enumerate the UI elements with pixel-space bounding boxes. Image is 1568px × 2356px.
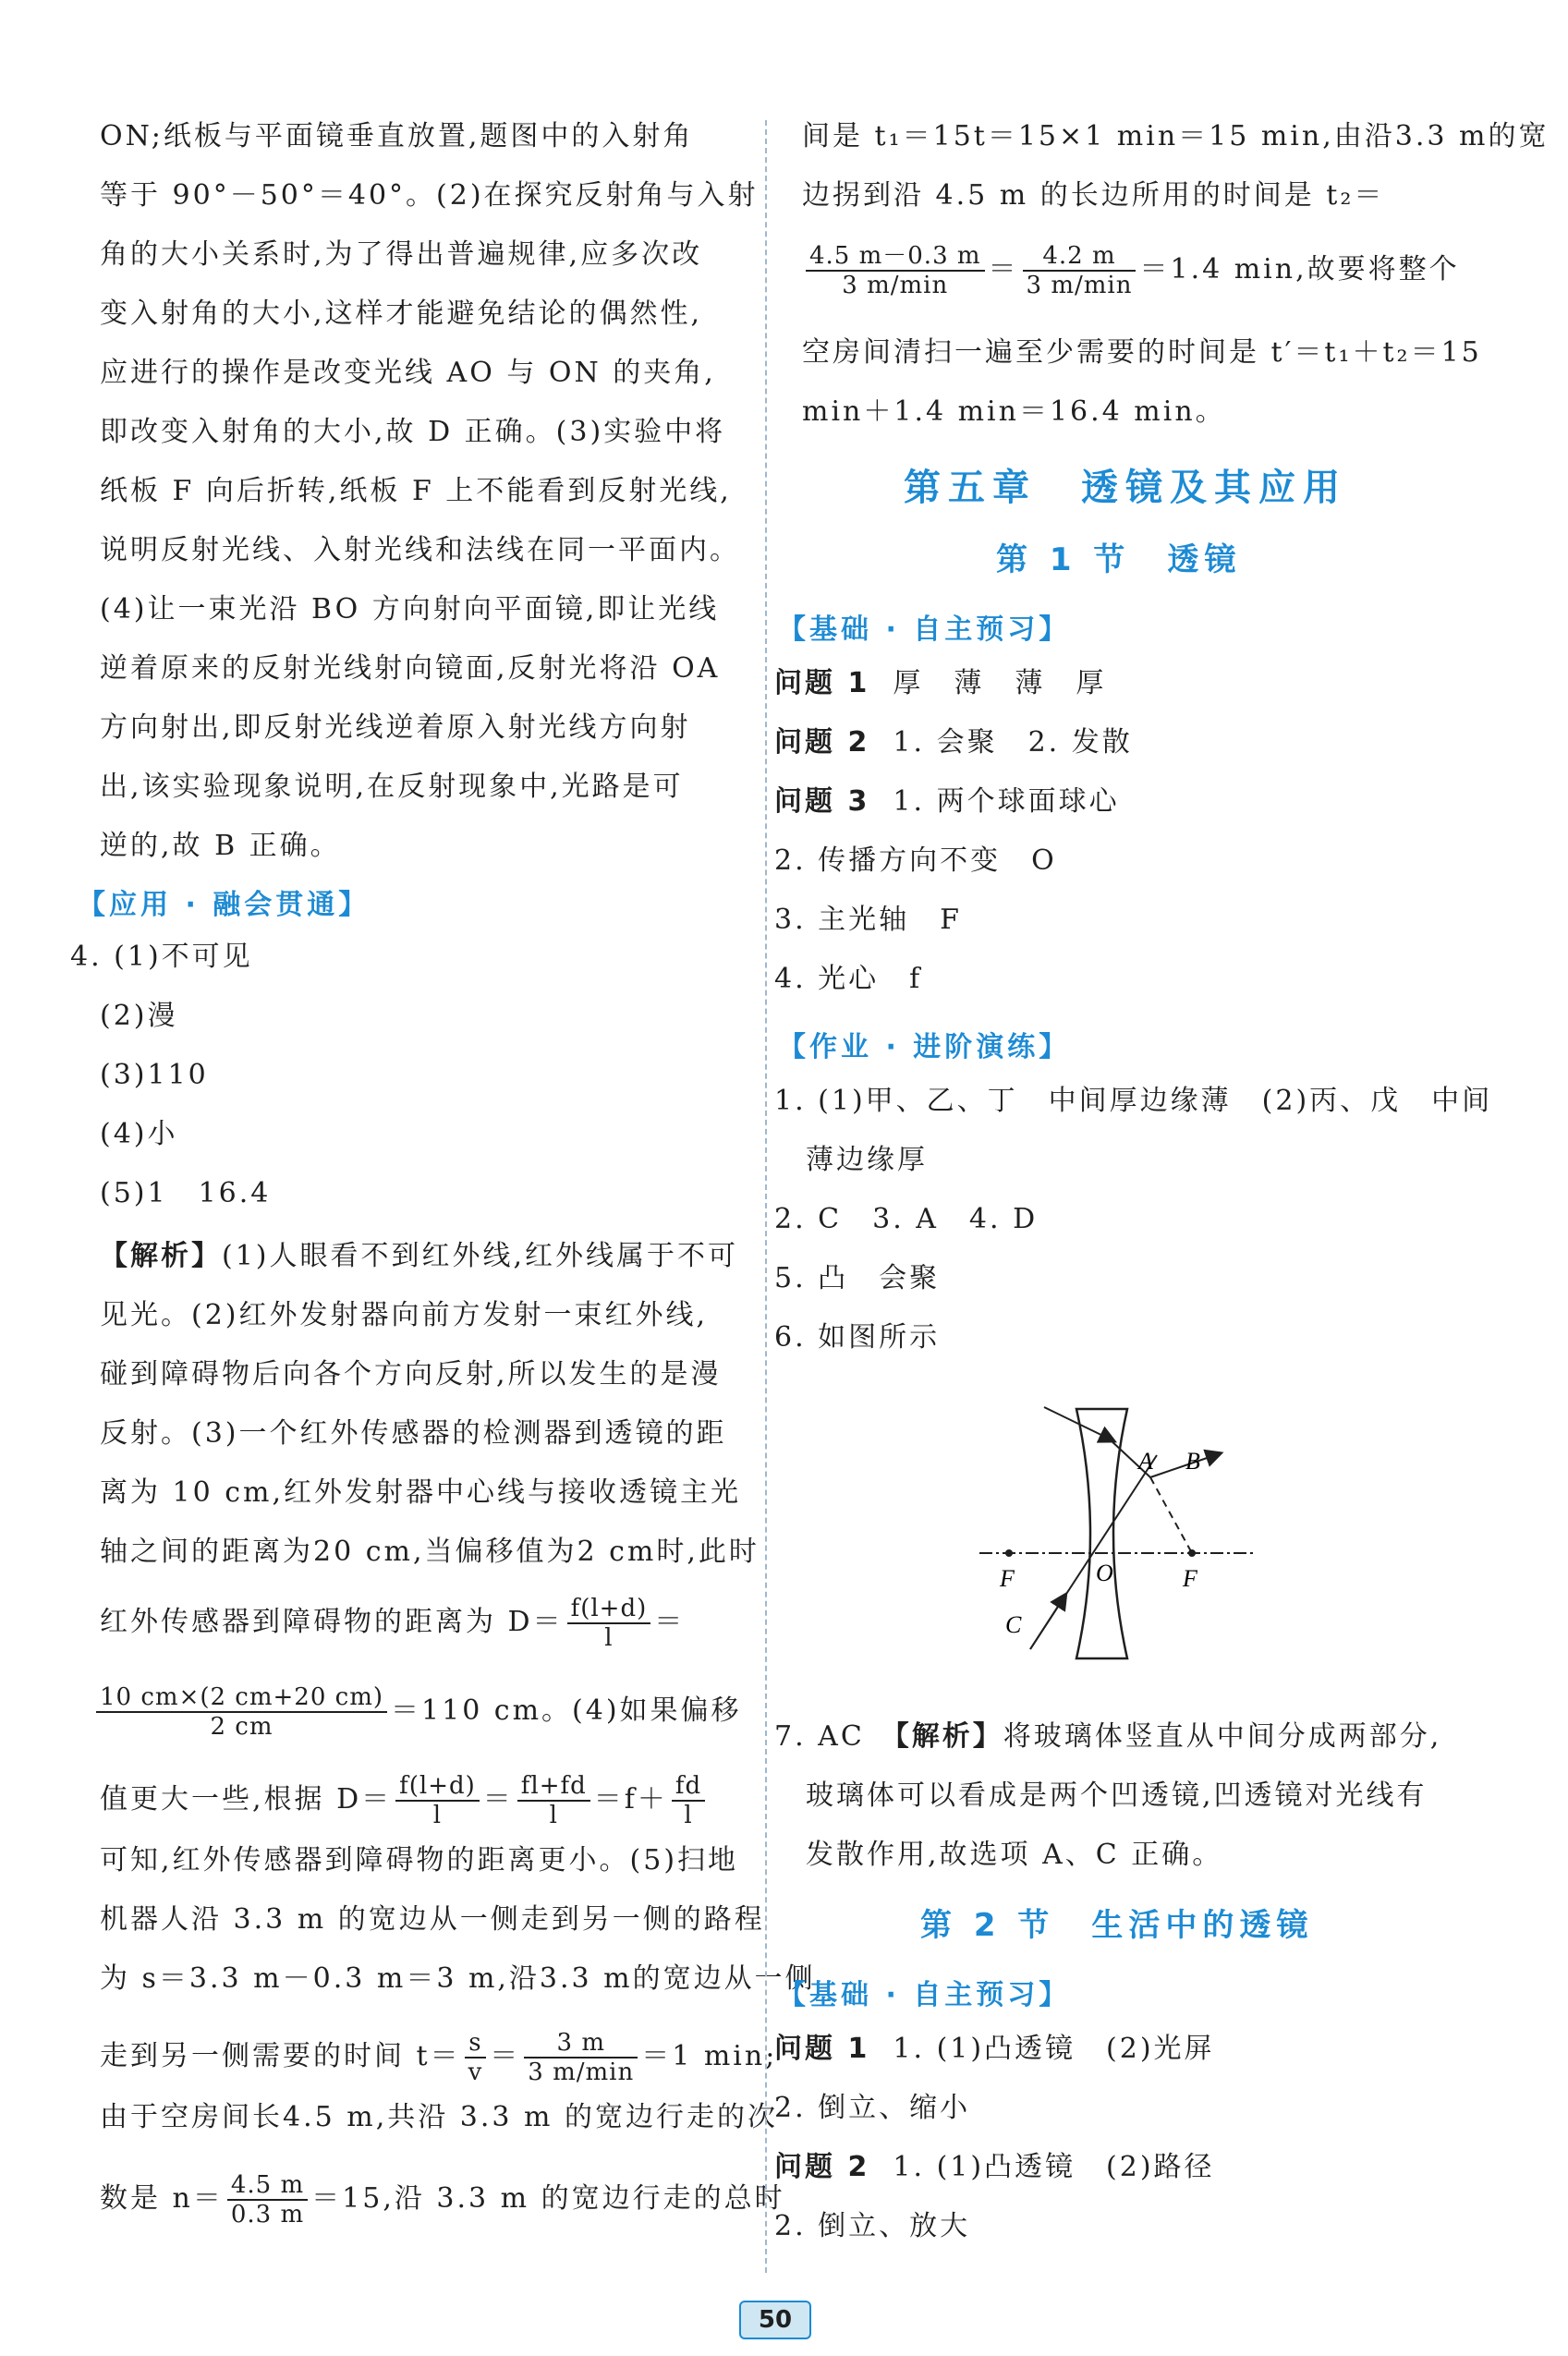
analysis-line-2: 见光。(2)红外发射器向前方发射一束红外线, (100, 1299, 709, 1331)
fraction-denominator: 3 m/min (1026, 272, 1133, 299)
a7-post: ＝ (654, 1606, 686, 1638)
s2-problem-1-text: 1. (1)凸透镜 (2)光屏 (893, 2033, 1215, 2065)
analysis-line-4: 反射。(3)一个红外传感器的检测器到透镜的距 (100, 1417, 727, 1450)
fraction (672, 1772, 705, 1829)
q4-answer-1-text: 4. (1)不可见 (70, 941, 253, 973)
analysis-line-15 (100, 2171, 785, 2228)
fraction (465, 2029, 487, 2086)
a13-post: ＝1 min; (641, 2040, 778, 2072)
homework-heading: 【作业 · 进阶演练】 (778, 1031, 1071, 1063)
fraction (395, 1772, 480, 1829)
a9-eq1: ＝ (482, 1783, 514, 1816)
a7-pre: 红外传感器到障碍物的距离为 D＝ (100, 1606, 564, 1638)
problem-2-text: 1. 会聚 2. 发散 (893, 726, 1133, 759)
r3-eq: ＝ (988, 253, 1019, 285)
fraction-numerator: 4.2 m (1023, 242, 1136, 272)
basic-preview-heading-2: 【基础 · 自主预习】 (778, 1979, 1071, 2011)
chapter-title: 第五章 透镜及其应用 (904, 467, 1347, 509)
concave-lens-shape (1076, 1409, 1127, 1658)
fraction (524, 2029, 638, 2086)
a9-eq2: ＝f＋ (593, 1783, 668, 1816)
a15-pre: 数是 n＝ (100, 2182, 224, 2215)
label-O: O (1096, 1560, 1113, 1586)
r3-post: ＝1.4 min,故要将整个 (1139, 253, 1460, 285)
analysis-line-1-text: (1)人眼看不到红外线,红外线属于不可 (222, 1240, 739, 1272)
label-A: A (1138, 1448, 1153, 1475)
fraction-numerator: 4.5 m－0.3 m (806, 242, 985, 272)
fraction-numerator: f(l+d) (395, 1772, 480, 1802)
label-F-right: F (1183, 1565, 1197, 1592)
right-line-2: 边拐到沿 4.5 m 的长边所用的时间是 t₂＝ (802, 179, 1385, 212)
label-F-left: F (1000, 1565, 1015, 1592)
fraction-denominator: l (684, 1802, 693, 1829)
hw-answer-7-pre: 7. AC (774, 1720, 895, 1753)
hw-answer-1: 1. (1)甲、乙、丁 中间厚边缘薄 (2)丙、戊 中间 (774, 1085, 1493, 1117)
problem-2 (774, 724, 1133, 761)
problem-3-item-4: 4. 光心 f (774, 963, 923, 995)
s2-problem-1-item-2: 2. 倒立、缩小 (774, 2092, 971, 2124)
fraction-denominator: 2 cm (210, 1713, 273, 1741)
left-line-3: 角的大小关系时,为了得出普遍规律,应多次改 (100, 238, 703, 271)
s2-problem-2 (774, 2149, 1215, 2186)
analysis-line-11: 机器人沿 3.3 m 的宽边从一侧走到另一侧的路程 (100, 1903, 765, 1936)
fraction-denominator: v (468, 2058, 483, 2086)
a13-pre: 走到另一侧需要的时间 t＝ (100, 2040, 461, 2072)
left-line-10: 逆着原来的反射光线射向镜面,反射光将沿 OA (100, 652, 721, 685)
right-line-4: 空房间清扫一遍至少需要的时间是 t′＝t₁＋t₂＝15 (802, 336, 1482, 369)
hw-answer-6: 6. 如图所示 (774, 1321, 941, 1354)
problem-3-item-2: 2. 传播方向不变 O (774, 844, 1057, 877)
analysis-line-5: 离为 10 cm,红外发射器中心线与接收透镜主光 (100, 1476, 742, 1509)
hw-answer-1b: 薄边缘厚 (806, 1144, 928, 1176)
hw-answer-5: 5. 凸 会聚 (774, 1262, 941, 1294)
analysis-line-13 (100, 2029, 777, 2086)
fraction (1023, 242, 1136, 299)
fraction (517, 1772, 590, 1829)
right-line-3 (802, 242, 1460, 299)
problem-1-label: 问题 1 (774, 667, 870, 699)
hw-answer-2-4: 2. C 3. A 4. D (774, 1203, 1039, 1235)
fraction-denominator: l (549, 1802, 558, 1829)
left-line-7: 纸板 F 向后折转,纸板 F 上不能看到反射光线, (100, 475, 732, 507)
emergent-ray (1150, 1455, 1215, 1477)
right-line-5: min＋1.4 min＝16.4 min。 (802, 395, 1226, 428)
fraction (806, 242, 985, 299)
a9-pre: 值更大一些,根据 D＝ (100, 1783, 393, 1816)
problem-1-text: 厚 薄 薄 厚 (893, 667, 1107, 699)
problem-3-label: 问题 3 (774, 785, 870, 818)
analysis-line-7 (100, 1595, 685, 1652)
problem-3-text: 1. 两个球面球心 (893, 785, 1120, 818)
a8-post: ＝110 cm。(4)如果偏移 (391, 1694, 742, 1727)
hw-7-analysis-label: 【解析】 (894, 1720, 1003, 1753)
q4-answer-3: (3)110 (100, 1059, 209, 1091)
analysis-line-3: 碰到障碍物后向各个方向反射,所以发生的是漫 (100, 1358, 722, 1391)
a15-post: ＝15,沿 3.3 m 的宽边行走的总时 (311, 2182, 785, 2215)
hw-answer-7c: 发散作用,故选项 A、C 正确。 (806, 1839, 1223, 1871)
problem-3 (774, 783, 1120, 820)
analysis-line-8 (92, 1683, 742, 1741)
fraction-numerator: 3 m (524, 2029, 638, 2058)
analysis-line-10: 可知,红外传感器到障碍物的距离更小。(5)扫地 (100, 1844, 739, 1876)
fraction-numerator: fd (672, 1772, 705, 1802)
hw-answer-7-text: 将玻璃体竖直从中间分成两部分, (1003, 1720, 1442, 1753)
fraction (96, 1683, 387, 1741)
dashed-extension (1150, 1477, 1192, 1553)
analysis-label: 【解析】 (100, 1240, 222, 1272)
s2-problem-2-text: 1. (1)凸透镜 (2)路径 (893, 2151, 1215, 2183)
fraction-numerator: f(l+d) (567, 1595, 651, 1624)
column-divider (765, 120, 767, 2273)
s2-problem-2-label: 问题 2 (774, 2151, 870, 2183)
section-apply-heading: 【应用 · 融会贯通】 (78, 889, 371, 921)
s2-problem-1-label: 问题 1 (774, 2033, 870, 2065)
q4-answer-4: (4)小 (100, 1118, 178, 1150)
fraction-denominator: l (604, 1624, 614, 1652)
q4-answer-5: (5)1 16.4 (100, 1177, 272, 1209)
fraction-numerator: 10 cm×(2 cm+20 cm) (96, 1683, 387, 1713)
analysis-line-6: 轴之间的距离为20 cm,当偏移值为2 cm时,此时 (100, 1536, 760, 1568)
left-line-8: 说明反射光线、入射光线和法线在同一平面内。 (100, 534, 740, 566)
analysis-line-9 (100, 1772, 709, 1829)
left-line-11: 方向射出,即反射光线逆着原入射光线方向射 (100, 711, 691, 744)
s2-problem-2-item-2: 2. 倒立、放大 (774, 2210, 971, 2242)
left-line-9: (4)让一束光沿 BO 方向射向平面镜,即让光线 (100, 593, 720, 625)
left-line-4: 变入射角的大小,这样才能避免结论的偶然性, (100, 298, 703, 330)
left-line-2: 等于 90°－50°＝40°。(2)在探究反射角与入射 (100, 179, 759, 212)
label-C: C (1005, 1611, 1022, 1638)
a13-eq: ＝ (490, 2040, 521, 2072)
fraction-numerator: s (465, 2029, 487, 2058)
left-line-1: ON;纸板与平面镜垂直放置,题图中的入射角 (100, 120, 694, 152)
ray-c-arrow (1030, 1599, 1063, 1649)
right-line-1: 间是 t₁＝15t＝15×1 min＝15 min,由沿3.3 m的宽 (802, 120, 1550, 152)
basic-preview-heading-1: 【基础 · 自主预习】 (778, 613, 1071, 646)
analysis-line-1 (100, 1238, 738, 1275)
analysis-line-14: 由于空房间长4.5 m,共沿 3.3 m 的宽边行走的次 (100, 2101, 778, 2133)
label-B: B (1185, 1448, 1200, 1475)
fraction-denominator: 3 m/min (528, 2058, 635, 2086)
analysis-line-12: 为 s＝3.3 m－0.3 m＝3 m,沿3.3 m的宽边从一侧 (100, 1962, 816, 1995)
left-line-6: 即改变入射角的大小,故 D 正确。(3)实验中将 (100, 416, 726, 448)
page-number: 50 (739, 2301, 811, 2339)
section-title-2: 第 2 节 生活中的透镜 (920, 1907, 1314, 1944)
fraction-numerator: 4.5 m (227, 2171, 308, 2201)
problem-2-label: 问题 2 (774, 726, 870, 759)
fraction-denominator: 0.3 m (230, 2201, 305, 2228)
s2-problem-1 (774, 2031, 1215, 2068)
problem-3-item-3: 3. 主光轴 F (774, 904, 962, 936)
problem-1 (774, 665, 1106, 702)
section-title-1: 第 1 节 透镜 (996, 541, 1242, 578)
left-line-13: 逆的,故 B 正确。 (100, 830, 341, 862)
q4-answer-1 (70, 939, 253, 976)
hw-answer-7b: 玻璃体可以看成是两个凹透镜,凹透镜对光线有 (806, 1779, 1428, 1812)
fraction-denominator: l (432, 1802, 443, 1829)
left-line-5: 应进行的操作是改变光线 AO 与 ON 的夹角, (100, 357, 716, 389)
concave-lens-diagram (961, 1400, 1275, 1677)
hw-answer-7 (774, 1718, 1441, 1755)
fraction-denominator: 3 m/min (842, 272, 949, 299)
fraction (567, 1595, 651, 1652)
focal-point-left (1005, 1549, 1013, 1557)
left-line-12: 出,该实验现象说明,在反射现象中,光路是可 (100, 771, 684, 803)
fraction-numerator: fl+fd (517, 1772, 590, 1802)
fraction (227, 2171, 308, 2228)
q4-answer-2: (2)漫 (100, 1000, 178, 1032)
